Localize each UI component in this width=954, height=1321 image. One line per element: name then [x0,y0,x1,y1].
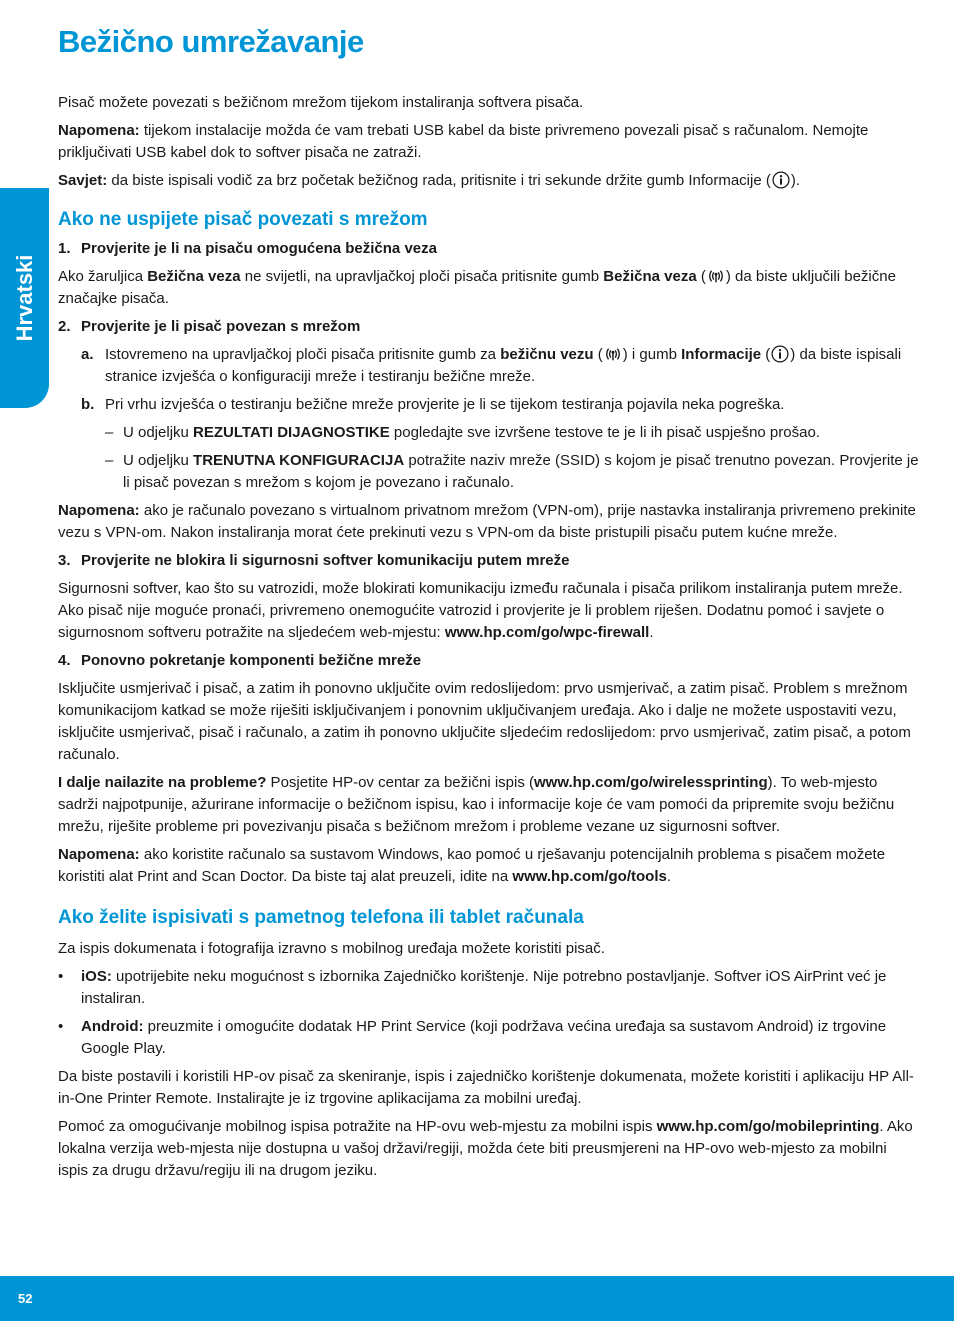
step-1-title: 1. Provjerite je li na pisaču omogućena bežična veza [58,240,437,257]
still-problems-paragraph: I dalje nailazite na probleme? Posjetite HP-ov centar za bežični ispis (www.hp.com/go/wirelessprinting). To web-mjesto sadrži najpotpunije, ažurirane informacije o bežičnom ispisu, kao i informacije koje će vam pomoći da pripremite svoju bežičnu mrežu, riješite probleme pri povezivanju pisača s bežičnom mrežom i probleme vezane uz sigurnosni softver. [58,774,895,835]
info-icon [771,345,789,363]
wireless-icon [707,267,725,285]
mobile-printing-paragraph: Pomoć za omogućivanje mobilnog ispisa potražite na HP-ovu web-mjestu za mobilni ispis www.hp.com/go/mobileprinting. Ako lokalna verzija web-mjesta nije dostupna u vašoj državi/regiji, možda ćete biti preusmjereni na HP-ovo web-mjesto za mobilni ispis za drugu državu/regiju ili na drugom jeziku. [58,1118,913,1179]
intro-tip: Savjet: da biste ispisali vodič za brz početak bežičnog rada, pritisnite i tri sekunde držite gumb Informacije ( ). [58,172,801,189]
step-2b-dash-1: – U odjeljku REZULTATI DIJAGNOSTIKE pogledajte sve izvršene testove te je li ih pisač uspješno prošao. [105,424,820,441]
intro-paragraph: Pisač možete povezati s bežičnom mrežom tijekom instaliranja softvera pisača. [58,94,584,111]
language-side-tab [0,188,49,408]
step-2-title: 2. Provjerite je li pisač povezan s mrežom [58,318,361,335]
section-heading-mobile: Ako želite ispisivati s pametnog telefona ili tablet računala [58,907,584,928]
wireless-icon [604,345,622,363]
page-number: 52 [18,1291,33,1306]
intro-note: Napomena: tijekom instalacije možda će vam trebati USB kabel da biste privremeno povezali pisač s računalom. Nemojte priključivati USB kabel dok to softver pisača ne zatraži. [58,122,869,161]
step-3-text: Sigurnosni softver, kao što su vatrozidi, može blokirati komunikaciju između računala i pisača prilikom instaliranja putem mreže. Ako pisač nije moguće pronaći, privremeno onemogućite vatrozid i provjerite je li problem riješen. Dodatnu pomoć i savjete o sigurnosnom softveru potražite na sljedećem web-mjestu: www.hp.com/go/wpc-firewall. [58,580,903,641]
step-4-text: Isključite usmjerivač i pisač, a zatim ih ponovno uključite ovim redoslijedom: prvo usmjerivač, a zatim pisač. Problem s mrežnom komunikacijom katkad se može riješiti isključivanjem i ponovnim uključivanjem uređaja. Ako i dalje ne možete uspostaviti vezu, isključite usmjerivač, pisač i računalo, a zatim ih ponovno uključite sljedećim redoslijedom: prvo usmjerivač, zatim pisač, a potom računalo. [58,680,911,763]
step-4-title: 4. Ponovno pokretanje komponenti bežične mreže [58,652,422,669]
step-2b-dash-2: – U odjeljku TRENUTNA KONFIGURACIJA potražite naziv mreže (SSID) s kojom je pisač trenutno povezan. Provjerite je li pisač povezan s mrežom s kojom je povezano i računalo. [105,452,919,491]
bullet-ios: • iOS: upotrijebite neku mogućnost s izbornika Zajedničko korištenje. Nije potrebno postavljanje. Softver iOS AirPrint već je instaliran. [58,968,887,1007]
footer-bar [0,1276,954,1321]
step-2b: b. Pri vrhu izvješća o testiranju bežične mreže provjerite je li se tijekom testiranja pojavila neka pogreška. [81,396,785,413]
step-3-title: 3. Provjerite ne blokira li sigurnosni softver komunikaciju putem mreže [58,552,570,569]
windows-note: Napomena: ako koristite računalo sa sustavom Windows, kao pomoć u rješavanju potencijalnih problema s pisačem možete koristiti alat Print and Scan Doctor. Da biste taj alat preuzeli, idite na www.hp.com/go/tools. [58,846,886,885]
main-content [58,92,920,1188]
page-title: Bežično umrežavanje [58,24,364,59]
step-2a: a. Istovremeno na upravljačkoj ploči pisača pritisnite gumb za bežičnu vezu ( ) i gumb Informacije ( ) da biste ispisali stranice izvješća o konfiguraciji mreže i testiranju bežične mreže. [81,346,902,385]
language-label: Hrvatski [11,254,37,342]
wirelessprinting-link[interactable]: www.hp.com/go/wirelessprinting [534,774,768,791]
mobileprinting-link[interactable]: www.hp.com/go/mobileprinting [656,1118,880,1135]
firewall-link[interactable]: www.hp.com/go/wpc-firewall [444,624,650,641]
remote-app-paragraph: Da biste postavili i koristili HP-ov pisač za skeniranje, ispis i zajedničko korištenje dokumenata, možete koristiti i aplikaciju HP All-in-One Printer Remote. Instalirajte je iz trgovine aplikacijama za mobilni uređaj. [58,1068,914,1107]
step-1-text: Ako žaruljica Bežična veza ne svijetli, na upravljačkoj ploči pisača pritisnite gumb Bežična veza ( ) da biste uključili bežične značajke pisača. [58,268,896,307]
tools-link[interactable]: www.hp.com/go/tools [512,868,667,885]
info-icon [772,171,790,189]
section-heading-troubleshoot: Ako ne uspijete pisač povezati s mrežom [58,209,428,230]
mobile-intro: Za ispis dokumenata i fotografija izravno s mobilnog uređaja možete koristiti pisač. [58,940,605,957]
bullet-android: • Android: preuzmite i omogućite dodatak HP Print Service (koji podržava većina uređaja sa sustavom Android) iz trgovine Google Play. [58,1018,887,1057]
step-2-note: Napomena: ako je računalo povezano s virtualnom privatnom mrežom (VPN-om), prije nastavka instaliranja privremeno prekinite vezu s VPN-om. Nakon instaliranja morat ćete prekinuti vezu s VPN-om da biste pristupili pisaču putem kućne mreže. [58,502,916,541]
